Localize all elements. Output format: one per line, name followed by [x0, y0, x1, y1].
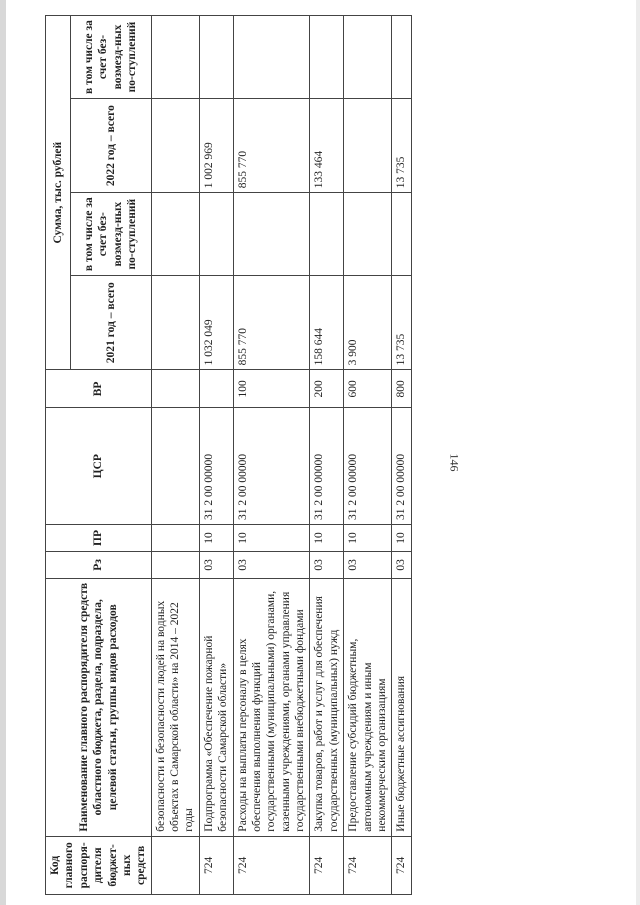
- continuation-text: безопасности и безопасности людей на водных объектах в Самарской области» на 2014 – 2022 годы: [151, 578, 199, 836]
- row-2022-total: 133 464: [310, 99, 344, 193]
- row-vr: [199, 370, 233, 408]
- row-vr: 100: [233, 370, 310, 408]
- row-vr: 600: [344, 370, 392, 408]
- row-csr: 31 2 00 00000: [392, 408, 411, 525]
- row-rz: 03: [344, 551, 392, 578]
- row-name: Предоставление субсидий бюджетным, автономным учреждениям и иным некоммерческим организациям: [344, 578, 392, 836]
- header-2022-grant: в том числе за счет без-возмезд-ных по-ступлений: [70, 16, 151, 99]
- row-rz: 03: [310, 551, 344, 578]
- header-csr: ЦСР: [46, 408, 152, 525]
- row-pr: 10: [310, 525, 344, 552]
- header-sum-group: Сумма, тыс. рублей: [46, 16, 71, 370]
- row-2022-grant: [344, 16, 392, 99]
- row-vr: 200: [310, 370, 344, 408]
- row-2022-grant: [233, 16, 310, 99]
- table-row: [233, 16, 310, 895]
- row-csr: 31 2 00 00000: [233, 408, 310, 525]
- row-2022-total: 1 002 969: [199, 99, 233, 193]
- row-2022-grant: [392, 16, 411, 99]
- row-name: Подпрограмма «Обеспечение пожарной безопасности Самарской области»: [199, 578, 233, 836]
- row-name: Иные бюджетные ассигнования: [392, 578, 411, 836]
- table-row: [392, 16, 411, 895]
- row-code: 724: [310, 836, 344, 894]
- row-2021-total: 3 900: [344, 276, 392, 370]
- scan-edge-right: [636, 0, 640, 905]
- row-2021-total: 855 770: [233, 276, 310, 370]
- row-2021-total: 158 644: [310, 276, 344, 370]
- row-pr: 10: [392, 525, 411, 552]
- header-rz: Рз: [46, 551, 152, 578]
- row-vr: 800: [392, 370, 411, 408]
- table-row: [199, 16, 233, 895]
- row-rz: 03: [199, 551, 233, 578]
- row-2021-grant: [392, 193, 411, 276]
- row-csr: 31 2 00 00000: [199, 408, 233, 525]
- budget-table: [45, 15, 412, 895]
- table-row: [310, 16, 344, 895]
- header-2021-total: 2021 год – всего: [70, 276, 151, 370]
- row-2021-total: 1 032 049: [199, 276, 233, 370]
- row-name: Расходы на выплаты персоналу в целях обеспечения выполнения функций государственными (муниципальными) органами, казенными учреждениями, органами управления государственными внебюджетными фондами: [233, 578, 310, 836]
- row-code: 724: [233, 836, 310, 894]
- row-2021-grant: [199, 193, 233, 276]
- row-2022-total: [344, 99, 392, 193]
- scan-edge-left: [0, 0, 6, 905]
- header-code: Код главного распоря-дителя бюджет-ных средств: [46, 836, 152, 894]
- row-2021-grant: [344, 193, 392, 276]
- row-pr: 10: [344, 525, 392, 552]
- header-name: Наименование главного распорядителя средств областного бюджета, раздела, подраздела, целевой статьи, группы видов расходов: [46, 578, 152, 836]
- row-name: Закупка товаров, работ и услуг для обеспечения государственных (муниципальных) нужд: [310, 578, 344, 836]
- row-2021-total: 13 735: [392, 276, 411, 370]
- row-rz: 03: [233, 551, 310, 578]
- rotated-table-container: [45, 15, 625, 895]
- header-2022-total: 2022 год – всего: [70, 99, 151, 193]
- row-csr: 31 2 00 00000: [310, 408, 344, 525]
- row-code: 724: [392, 836, 411, 894]
- page-number: 146: [447, 453, 462, 472]
- table-row: [344, 16, 392, 895]
- row-code: 724: [199, 836, 233, 894]
- row-pr: 10: [199, 525, 233, 552]
- row-pr: 10: [233, 525, 310, 552]
- header-vr: ВР: [46, 370, 152, 408]
- row-2022-total: 13 735: [392, 99, 411, 193]
- row-2021-grant: [310, 193, 344, 276]
- row-2022-total: 855 770: [233, 99, 310, 193]
- row-code: 724: [344, 836, 392, 894]
- row-2022-grant: [199, 16, 233, 99]
- row-2021-grant: [233, 193, 310, 276]
- table-row-continuation: [151, 16, 199, 895]
- row-2022-grant: [310, 16, 344, 99]
- header-pr: ПР: [46, 525, 152, 552]
- row-rz: 03: [392, 551, 411, 578]
- header-2021-grant: в том числе за счет без-возмезд-ных по-ступлений: [70, 193, 151, 276]
- row-csr: 31 2 00 00000: [344, 408, 392, 525]
